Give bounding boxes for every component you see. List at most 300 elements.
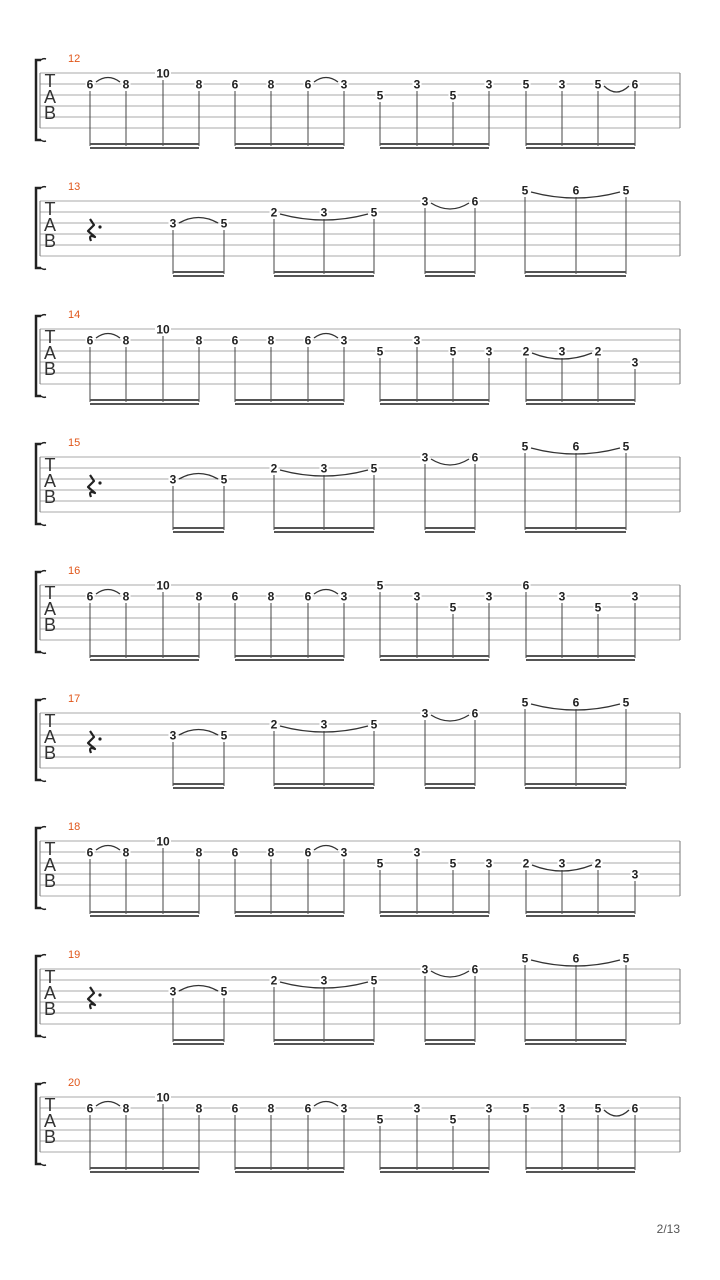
quarter-rest xyxy=(88,475,95,497)
tab-clef-letter: T xyxy=(44,583,56,603)
bracket-hook-top xyxy=(41,827,46,828)
beam-lower xyxy=(90,147,199,149)
fret-number: 5 xyxy=(376,88,384,103)
fret-number: 5 xyxy=(220,472,228,487)
beam-upper xyxy=(380,1167,489,1169)
slur-arc xyxy=(604,1110,629,1116)
slur-arc xyxy=(604,86,629,92)
fret-number: 5 xyxy=(376,1112,384,1127)
fret-number: 6 xyxy=(631,77,639,92)
beam-lower xyxy=(526,147,635,149)
beam-lower xyxy=(90,403,199,405)
fret-number: 5 xyxy=(376,344,384,359)
slur-arc xyxy=(431,203,469,209)
fret-number: 8 xyxy=(122,333,130,348)
rest-dot xyxy=(98,993,101,996)
beam-group xyxy=(169,729,229,790)
beam-group xyxy=(421,195,480,278)
beam-upper xyxy=(274,783,374,785)
fret-number: 8 xyxy=(122,1101,130,1116)
fret-number: 3 xyxy=(485,1101,493,1116)
beam-group xyxy=(421,963,480,1046)
beam-lower xyxy=(425,1043,475,1045)
beam-lower xyxy=(526,1171,635,1173)
beam-lower xyxy=(526,403,635,405)
fret-number: 6 xyxy=(471,962,479,977)
beam-lower xyxy=(380,1171,489,1173)
beam-group xyxy=(522,857,640,918)
fret-number: 6 xyxy=(231,1101,239,1116)
fret-number: 3 xyxy=(340,845,348,860)
beam-group xyxy=(270,206,379,278)
beam-group xyxy=(521,184,631,278)
beam-group xyxy=(270,974,379,1046)
tab-clef-letter: T xyxy=(44,967,56,987)
tab-system xyxy=(36,693,680,789)
fret-number: 6 xyxy=(86,1101,94,1116)
fret-number: 5 xyxy=(376,856,384,871)
fret-number: 5 xyxy=(594,600,602,615)
fret-number: 3 xyxy=(413,845,421,860)
beam-group xyxy=(421,707,480,790)
fret-number: 3 xyxy=(340,589,348,604)
beam-group xyxy=(231,1102,349,1174)
tab-system xyxy=(36,565,680,661)
slur-arc xyxy=(96,846,120,851)
tab-clef-letter: A xyxy=(43,87,57,107)
tab-system xyxy=(36,821,680,917)
fret-number: 8 xyxy=(195,333,203,348)
bracket-hook-top xyxy=(41,571,46,572)
bracket-hook-bottom xyxy=(41,140,46,141)
beam-upper xyxy=(173,527,224,529)
fret-number: 2 xyxy=(270,717,278,732)
beam-lower xyxy=(173,787,224,789)
rest-dot xyxy=(98,737,101,740)
tab-clef-letter: B xyxy=(43,1127,57,1147)
beam-group xyxy=(270,462,379,534)
fret-number: 8 xyxy=(122,77,130,92)
slur-arc xyxy=(314,846,338,851)
beam-lower xyxy=(235,1171,344,1173)
beam-lower xyxy=(425,531,475,533)
fret-number: 3 xyxy=(169,984,177,999)
fret-number: 3 xyxy=(320,717,328,732)
slur-arc xyxy=(314,78,338,83)
bracket-hook-bottom xyxy=(41,268,46,269)
fret-number: 6 xyxy=(86,77,94,92)
beam-lower xyxy=(235,659,344,661)
fret-number: 8 xyxy=(195,1101,203,1116)
fret-number: 6 xyxy=(572,439,580,454)
tab-clef-letter: T xyxy=(44,455,56,475)
beam-group xyxy=(169,985,229,1046)
beam-group xyxy=(522,78,640,150)
beam-upper xyxy=(525,271,626,273)
beam-group xyxy=(521,440,631,534)
beam-lower xyxy=(526,915,635,917)
beam-upper xyxy=(380,911,489,913)
fret-number: 2 xyxy=(522,344,530,359)
beam-upper xyxy=(274,527,374,529)
beam-upper xyxy=(90,143,199,145)
beam-lower xyxy=(235,915,344,917)
tab-clef-letter: A xyxy=(43,343,57,363)
measure-number: 13 xyxy=(68,181,81,193)
fret-number: 5 xyxy=(622,951,630,966)
fret-number: 6 xyxy=(471,194,479,209)
beam-upper xyxy=(425,1039,475,1041)
tab-system xyxy=(36,949,680,1045)
tab-clef-letter: T xyxy=(44,1095,56,1115)
beam-group xyxy=(522,1102,640,1174)
beam-lower xyxy=(274,1043,374,1045)
fret-number: 3 xyxy=(340,1101,348,1116)
tab-system xyxy=(36,53,680,149)
fret-number: 5 xyxy=(449,600,457,615)
tab-system xyxy=(36,1077,680,1173)
beam-group xyxy=(521,952,631,1046)
measure-number: 17 xyxy=(68,693,81,705)
tab-system xyxy=(36,309,680,405)
tab-clef-letter: B xyxy=(43,103,57,123)
slur-arc xyxy=(179,218,218,224)
fret-number: 10 xyxy=(156,1090,170,1105)
fret-number: 6 xyxy=(522,578,530,593)
beam-lower xyxy=(525,1043,626,1045)
beam-lower xyxy=(525,787,626,789)
beam-upper xyxy=(235,399,344,401)
fret-number: 5 xyxy=(622,439,630,454)
fret-number: 2 xyxy=(270,205,278,220)
fret-number: 10 xyxy=(156,66,170,81)
beam-upper xyxy=(525,527,626,529)
tab-system xyxy=(36,437,680,533)
beam-group xyxy=(169,473,229,534)
fret-number: 3 xyxy=(421,962,429,977)
beam-upper xyxy=(425,527,475,529)
fret-number: 3 xyxy=(169,216,177,231)
fret-number: 3 xyxy=(558,589,566,604)
tab-clef-letter: T xyxy=(44,199,56,219)
tab-clef-letter: B xyxy=(43,743,57,763)
beam-upper xyxy=(173,1039,224,1041)
beam-upper xyxy=(380,399,489,401)
beam-group xyxy=(522,345,640,406)
fret-number: 5 xyxy=(622,183,630,198)
fret-number: 3 xyxy=(421,450,429,465)
fret-number: 8 xyxy=(267,77,275,92)
fret-number: 6 xyxy=(304,845,312,860)
slur-arc xyxy=(96,334,120,339)
beam-group xyxy=(231,846,349,918)
beam-lower xyxy=(90,1171,199,1173)
fret-number: 3 xyxy=(485,344,493,359)
tab-clef-letter: A xyxy=(43,855,57,875)
tab-clef-letter: B xyxy=(43,871,57,891)
beam-upper xyxy=(235,911,344,913)
fret-number: 2 xyxy=(522,856,530,871)
beam-group xyxy=(231,334,349,406)
fret-number: 5 xyxy=(370,461,378,476)
beam-upper xyxy=(380,143,489,145)
tab-clef-letter: T xyxy=(44,327,56,347)
beam-lower xyxy=(425,275,475,277)
fret-number: 8 xyxy=(122,589,130,604)
rest-dot xyxy=(98,481,101,484)
slur-arc xyxy=(314,334,338,339)
quarter-rest xyxy=(88,987,95,1009)
fret-number: 6 xyxy=(231,77,239,92)
fret-number: 6 xyxy=(231,845,239,860)
beam-lower xyxy=(173,1043,224,1045)
measure-number: 18 xyxy=(68,821,81,833)
tab-clef-letter: B xyxy=(43,999,57,1019)
fret-number: 5 xyxy=(370,205,378,220)
fret-number: 5 xyxy=(521,439,529,454)
fret-number: 5 xyxy=(594,1101,602,1116)
bracket-hook-top xyxy=(41,59,46,60)
beam-group xyxy=(86,323,204,406)
beam-group xyxy=(522,579,640,662)
beam-lower xyxy=(90,915,199,917)
tab-clef-letter: T xyxy=(44,711,56,731)
measure-number: 14 xyxy=(68,309,81,321)
beam-upper xyxy=(90,1167,199,1169)
beam-upper xyxy=(525,1039,626,1041)
beam-upper xyxy=(425,271,475,273)
fret-number: 5 xyxy=(376,578,384,593)
fret-number: 8 xyxy=(195,589,203,604)
beam-upper xyxy=(274,271,374,273)
tab-clef-letter: A xyxy=(43,727,57,747)
measure-number: 20 xyxy=(68,1077,81,1089)
fret-number: 5 xyxy=(220,984,228,999)
fret-number: 5 xyxy=(220,728,228,743)
fret-number: 5 xyxy=(449,856,457,871)
slur-arc xyxy=(314,1102,338,1107)
tab-clef-letter: B xyxy=(43,487,57,507)
beam-upper xyxy=(235,1167,344,1169)
bracket-hook-bottom xyxy=(41,1036,46,1037)
beam-group xyxy=(86,1091,204,1174)
fret-number: 3 xyxy=(320,205,328,220)
beam-group xyxy=(376,846,494,918)
fret-number: 3 xyxy=(631,867,639,882)
fret-number: 2 xyxy=(594,344,602,359)
beam-upper xyxy=(526,143,635,145)
beam-lower xyxy=(380,659,489,661)
beam-lower xyxy=(274,787,374,789)
fret-number: 5 xyxy=(522,1101,530,1116)
fret-number: 10 xyxy=(156,322,170,337)
beam-upper xyxy=(235,143,344,145)
fret-number: 5 xyxy=(220,216,228,231)
fret-number: 3 xyxy=(340,77,348,92)
beam-upper xyxy=(274,1039,374,1041)
fret-number: 3 xyxy=(558,77,566,92)
fret-number: 3 xyxy=(485,589,493,604)
beam-upper xyxy=(526,911,635,913)
fret-number: 8 xyxy=(195,77,203,92)
measure-number: 12 xyxy=(68,53,81,65)
beam-group xyxy=(376,334,494,406)
beam-lower xyxy=(274,275,374,277)
fret-number: 3 xyxy=(421,194,429,209)
fret-number: 3 xyxy=(169,728,177,743)
beam-lower xyxy=(173,531,224,533)
beam-group xyxy=(231,590,349,662)
fret-number: 5 xyxy=(449,88,457,103)
fret-number: 10 xyxy=(156,578,170,593)
fret-number: 6 xyxy=(471,450,479,465)
beam-upper xyxy=(525,783,626,785)
fret-number: 5 xyxy=(521,695,529,710)
beam-upper xyxy=(526,399,635,401)
beam-lower xyxy=(526,659,635,661)
slur-arc xyxy=(179,986,218,992)
tab-clef-letter: B xyxy=(43,231,57,251)
beam-upper xyxy=(173,783,224,785)
bracket-hook-top xyxy=(41,315,46,316)
tab-clef-letter: B xyxy=(43,359,57,379)
beam-lower xyxy=(380,403,489,405)
beam-group xyxy=(169,217,229,278)
tab-clef-letter: A xyxy=(43,1111,57,1131)
fret-number: 8 xyxy=(267,1101,275,1116)
beam-group xyxy=(231,78,349,150)
fret-number: 5 xyxy=(449,1112,457,1127)
measure-number: 15 xyxy=(68,437,81,449)
page-number: 2/13 xyxy=(656,1222,680,1236)
beam-group xyxy=(376,78,494,150)
fret-number: 3 xyxy=(421,706,429,721)
fret-number: 6 xyxy=(572,183,580,198)
tab-clef-letter: A xyxy=(43,599,57,619)
slur-arc xyxy=(431,971,469,977)
fret-number: 6 xyxy=(631,1101,639,1116)
fret-number: 3 xyxy=(631,355,639,370)
fret-number: 6 xyxy=(86,845,94,860)
fret-number: 3 xyxy=(631,589,639,604)
fret-number: 6 xyxy=(304,333,312,348)
tab-clef-letter: A xyxy=(43,983,57,1003)
fret-number: 6 xyxy=(231,333,239,348)
beam-group xyxy=(376,579,494,662)
beam-group xyxy=(270,718,379,790)
fret-number: 2 xyxy=(594,856,602,871)
slur-arc xyxy=(314,590,338,595)
fret-number: 3 xyxy=(413,333,421,348)
beam-upper xyxy=(235,655,344,657)
beam-upper xyxy=(90,655,199,657)
beam-group xyxy=(376,1102,494,1174)
slur-arc xyxy=(431,715,469,721)
beam-lower xyxy=(235,403,344,405)
fret-number: 5 xyxy=(521,183,529,198)
fret-number: 5 xyxy=(521,951,529,966)
fret-number: 6 xyxy=(572,951,580,966)
beam-group xyxy=(86,67,204,150)
tab-clef-letter: T xyxy=(44,71,56,91)
beam-upper xyxy=(90,399,199,401)
fret-number: 3 xyxy=(413,77,421,92)
fret-number: 6 xyxy=(86,589,94,604)
fret-number: 5 xyxy=(522,77,530,92)
fret-number: 8 xyxy=(267,845,275,860)
bracket-hook-bottom xyxy=(41,652,46,653)
fret-number: 6 xyxy=(572,695,580,710)
beam-lower xyxy=(274,531,374,533)
fret-number: 5 xyxy=(370,717,378,732)
beam-lower xyxy=(90,659,199,661)
fret-number: 8 xyxy=(267,589,275,604)
bracket-hook-bottom xyxy=(41,1164,46,1165)
beam-lower xyxy=(525,275,626,277)
fret-number: 6 xyxy=(86,333,94,348)
bracket-hook-top xyxy=(41,699,46,700)
beam-lower xyxy=(380,915,489,917)
fret-number: 3 xyxy=(169,472,177,487)
fret-number: 2 xyxy=(270,461,278,476)
fret-number: 3 xyxy=(558,344,566,359)
beam-upper xyxy=(526,655,635,657)
beam-group xyxy=(521,696,631,790)
beam-upper xyxy=(173,271,224,273)
beam-lower xyxy=(380,147,489,149)
fret-number: 3 xyxy=(485,77,493,92)
fret-number: 6 xyxy=(304,1101,312,1116)
bracket-hook-top xyxy=(41,1083,46,1084)
slur-arc xyxy=(179,474,218,480)
slur-arc xyxy=(96,78,120,83)
bracket-hook-bottom xyxy=(41,524,46,525)
beam-upper xyxy=(526,1167,635,1169)
fret-number: 5 xyxy=(370,973,378,988)
beam-upper xyxy=(425,783,475,785)
beam-lower xyxy=(525,531,626,533)
fret-number: 3 xyxy=(320,461,328,476)
fret-number: 3 xyxy=(413,589,421,604)
beam-upper xyxy=(380,655,489,657)
tab-clef-letter: A xyxy=(43,215,57,235)
beam-lower xyxy=(235,147,344,149)
beam-group xyxy=(86,579,204,662)
rest-dot xyxy=(98,225,101,228)
measure-number: 16 xyxy=(68,565,81,577)
bracket-hook-bottom xyxy=(41,396,46,397)
quarter-rest xyxy=(88,219,95,241)
fret-number: 3 xyxy=(340,333,348,348)
tab-clef-letter: B xyxy=(43,615,57,635)
bracket-hook-bottom xyxy=(41,908,46,909)
fret-number: 10 xyxy=(156,834,170,849)
tab-clef-letter: A xyxy=(43,471,57,491)
fret-number: 8 xyxy=(195,845,203,860)
beam-group xyxy=(421,451,480,534)
beam-lower xyxy=(425,787,475,789)
fret-number: 6 xyxy=(231,589,239,604)
fret-number: 3 xyxy=(320,973,328,988)
beam-lower xyxy=(173,275,224,277)
fret-number: 5 xyxy=(594,77,602,92)
bracket-hook-top xyxy=(41,955,46,956)
slur-arc xyxy=(179,730,218,736)
slur-arc xyxy=(96,590,120,595)
bracket-hook-top xyxy=(41,187,46,188)
quarter-rest xyxy=(88,731,95,753)
fret-number: 2 xyxy=(270,973,278,988)
